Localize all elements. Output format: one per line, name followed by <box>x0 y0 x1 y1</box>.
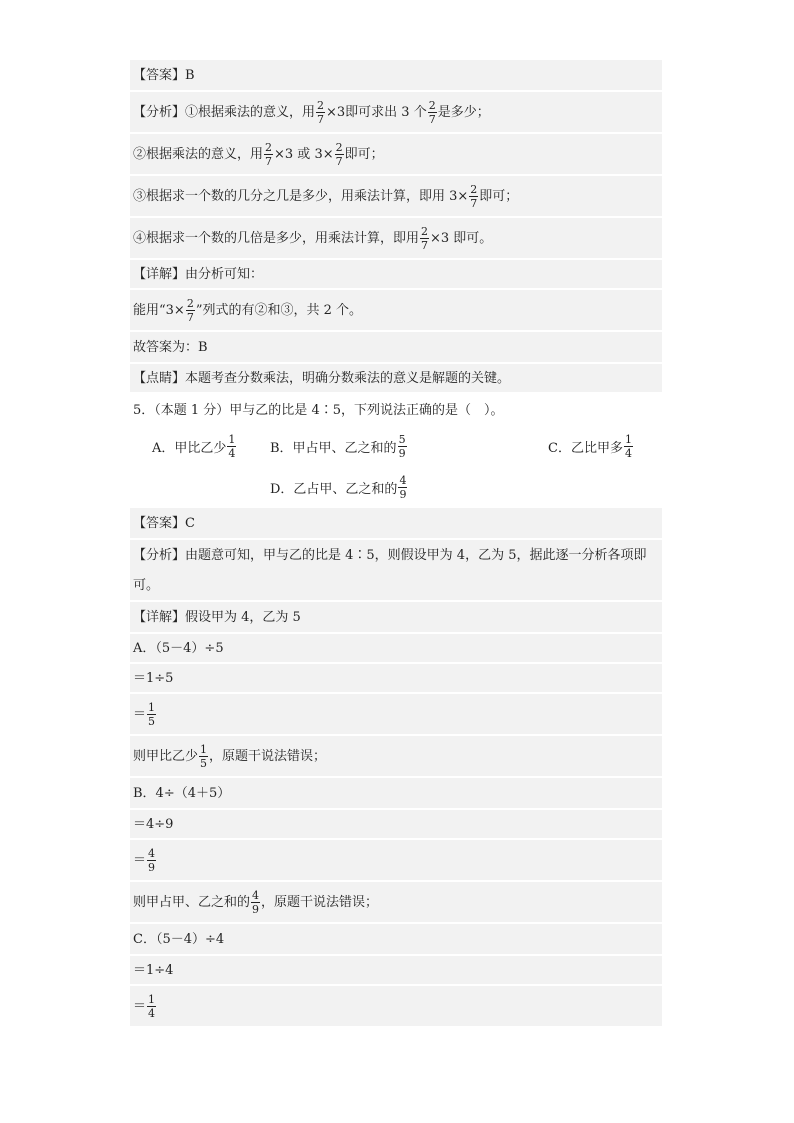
q5-answer-line: 【答案】C <box>130 508 662 538</box>
q5-analysis-line-1: 【分析】由题意可知，甲与乙的比是 4∶5，则假设甲为 4，乙为 5，据此逐一分析各项即 <box>130 540 662 570</box>
fraction: $\frac{4}{9}$ <box>399 473 407 501</box>
fraction: $\frac{2}{7}$ <box>317 98 325 126</box>
analysis-line-1: 【分析】①根据乘法的意义，用 $\frac{2}{7}$ ×3即可求出 3 个 $\frac{2}{7}$ 是多少； <box>130 92 662 132</box>
q5-c-step: ＝1÷4 <box>130 956 662 984</box>
q5-analysis-line-2: 可。 <box>130 570 662 600</box>
conclusion-line: 故答案为：B <box>130 332 662 362</box>
option-a: A．甲比乙少 $\frac{1}{4}$ <box>152 432 236 460</box>
answer-line: 【答案】B <box>130 60 662 90</box>
fraction: $\frac{4}{9}$ <box>148 846 156 874</box>
comment-line: 【点睛】本题考查分数乘法，明确分数乘法的意义是解题的关键。 <box>130 364 662 392</box>
fraction: $\frac{2}{7}$ <box>470 182 478 210</box>
fraction: $\frac{1}{4}$ <box>624 432 632 460</box>
fraction: $\frac{1}{4}$ <box>228 432 236 460</box>
q5-a-conclusion: 则甲比乙少 $\frac{1}{5}$ ，原题干说法错误； <box>130 736 662 776</box>
detail-line: 【详解】由分析可知： <box>130 260 662 288</box>
fraction: $\frac{1}{5}$ <box>148 700 156 728</box>
fraction: $\frac{1}{5}$ <box>200 742 208 770</box>
q5-a-result: ＝ $\frac{1}{5}$ <box>130 694 662 734</box>
fraction: $\frac{4}{9}$ <box>252 888 260 916</box>
analysis-line-4: ④根据求一个数的几倍是多少，用乘法计算，即用 $\frac{2}{7}$ ×3 即可。 <box>130 218 662 258</box>
option-b: B．甲占甲、乙之和的 $\frac{5}{9}$ <box>270 432 406 460</box>
q5-detail-line: 【详解】假设甲为 4，乙为 5 <box>130 602 662 632</box>
fraction: $\frac{2}{7}$ <box>265 140 273 168</box>
q5-a-calc: A．（5－4）÷5 <box>130 634 662 662</box>
q5-c-calc: C．（5－4）÷4 <box>130 924 662 954</box>
q5-a-step: ＝1÷5 <box>130 664 662 692</box>
analysis-line-2: ②根据乘法的意义，用 $\frac{2}{7}$ ×3 或 3× $\frac{2}{7}$ 即可； <box>130 134 662 174</box>
fraction: $\frac{2}{7}$ <box>335 140 343 168</box>
option-c: C．乙比甲多 $\frac{1}{4}$ <box>548 432 632 460</box>
detail-line-2: 能用“3× $\frac{2}{7}$ ”列式的有②和③，共 2 个。 <box>130 290 662 330</box>
q5-c-result: ＝ $\frac{1}{4}$ <box>130 986 662 1026</box>
option-d: D．乙占甲、乙之和的 $\frac{4}{9}$ <box>270 473 407 501</box>
fraction: $\frac{2}{7}$ <box>421 224 429 252</box>
q5-b-conclusion: 则甲占甲、乙之和的 $\frac{4}{9}$ ，原题干说法错误； <box>130 882 662 922</box>
fraction: $\frac{2}{7}$ <box>186 296 194 324</box>
q5-b-step: ＝4÷9 <box>130 810 662 838</box>
fraction: $\frac{5}{9}$ <box>398 432 406 460</box>
fraction: $\frac{2}{7}$ <box>428 98 436 126</box>
analysis-line-3: ③根据求一个数的几分之几是多少，用乘法计算，即用 3× $\frac{2}{7}$ 即可； <box>130 176 662 216</box>
fraction: $\frac{1}{4}$ <box>148 992 156 1020</box>
q5-b-result: ＝ $\frac{4}{9}$ <box>130 840 662 880</box>
q5-b-calc: B．4÷（4＋5） <box>130 778 662 808</box>
question-5-stem: 5．（本题 1 分）甲与乙的比是 4∶5，下列说法正确的是（ ）。 <box>133 402 504 418</box>
